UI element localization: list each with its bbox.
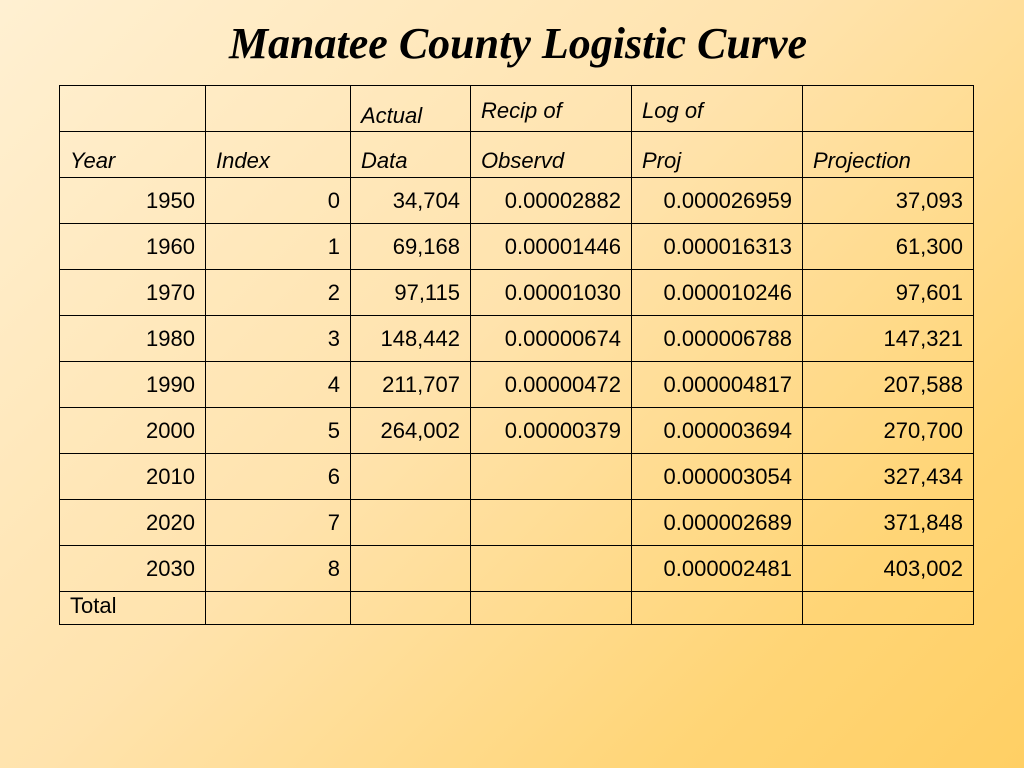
year-cell: 1960 — [60, 224, 206, 270]
logistic-curve-table — [59, 85, 974, 625]
header-cell-recip-of: Recip of — [471, 86, 632, 132]
header-cell-actual: Actual — [351, 86, 471, 132]
table-row — [60, 500, 974, 546]
header-row-1 — [60, 86, 974, 132]
projection-cell: 61,300 — [803, 224, 974, 270]
log-proj-cell: 0.000002481 — [632, 546, 803, 592]
total-label: Total — [60, 592, 206, 625]
index-cell: 7 — [206, 500, 351, 546]
projection-cell: 37,093 — [803, 178, 974, 224]
total-projection-cell — [803, 592, 974, 625]
log-proj-cell: 0.000003054 — [632, 454, 803, 500]
actual-data-cell: 148,442 — [351, 316, 471, 362]
table-row — [60, 178, 974, 224]
log-proj-cell: 0.000016313 — [632, 224, 803, 270]
log-proj-cell: 0.000006788 — [632, 316, 803, 362]
log-proj-cell: 0.000026959 — [632, 178, 803, 224]
year-cell: 1950 — [60, 178, 206, 224]
header-cell-proj: Proj — [632, 132, 803, 178]
index-cell: 5 — [206, 408, 351, 454]
index-cell: 6 — [206, 454, 351, 500]
table-row — [60, 270, 974, 316]
recip-observd-cell: 0.00000379 — [471, 408, 632, 454]
year-cell: 2000 — [60, 408, 206, 454]
header-cell-observd: Observd — [471, 132, 632, 178]
table-row — [60, 408, 974, 454]
actual-data-cell — [351, 454, 471, 500]
header-cell-year: Year — [60, 132, 206, 178]
year-cell: 2010 — [60, 454, 206, 500]
header-cell-index: Index — [206, 132, 351, 178]
index-cell: 4 — [206, 362, 351, 408]
log-proj-cell: 0.000003694 — [632, 408, 803, 454]
projection-cell: 207,588 — [803, 362, 974, 408]
actual-data-cell — [351, 500, 471, 546]
recip-observd-cell — [471, 500, 632, 546]
log-proj-cell: 0.000010246 — [632, 270, 803, 316]
recip-observd-cell: 0.00000674 — [471, 316, 632, 362]
total-actual-cell — [351, 592, 471, 625]
year-cell: 1990 — [60, 362, 206, 408]
header-cell-data: Data — [351, 132, 471, 178]
total-index-cell — [206, 592, 351, 625]
log-proj-cell: 0.000002689 — [632, 500, 803, 546]
projection-cell: 403,002 — [803, 546, 974, 592]
header-cell-index-top — [206, 86, 351, 132]
actual-data-cell — [351, 546, 471, 592]
log-proj-cell: 0.000004817 — [632, 362, 803, 408]
header-cell-projection: Projection — [803, 132, 974, 178]
projection-cell: 97,601 — [803, 270, 974, 316]
recip-observd-cell: 0.00001030 — [471, 270, 632, 316]
projection-cell: 327,434 — [803, 454, 974, 500]
index-cell: 0 — [206, 178, 351, 224]
header-cell-year-top — [60, 86, 206, 132]
header-row-2 — [60, 132, 974, 178]
recip-observd-cell: 0.00002882 — [471, 178, 632, 224]
projection-cell: 270,700 — [803, 408, 974, 454]
year-cell: 1970 — [60, 270, 206, 316]
table-row — [60, 546, 974, 592]
index-cell: 8 — [206, 546, 351, 592]
recip-observd-cell — [471, 454, 632, 500]
header-cell-log-of: Log of — [632, 86, 803, 132]
recip-observd-cell: 0.00001446 — [471, 224, 632, 270]
actual-data-cell: 34,704 — [351, 178, 471, 224]
actual-data-cell: 97,115 — [351, 270, 471, 316]
total-log-cell — [632, 592, 803, 625]
table-row — [60, 316, 974, 362]
actual-data-cell: 69,168 — [351, 224, 471, 270]
recip-observd-cell: 0.00000472 — [471, 362, 632, 408]
header-cell-projection-top — [803, 86, 974, 132]
index-cell: 2 — [206, 270, 351, 316]
projection-cell: 147,321 — [803, 316, 974, 362]
slide-title: Manatee County Logistic Curve — [228, 19, 808, 68]
recip-observd-cell — [471, 546, 632, 592]
actual-data-cell: 264,002 — [351, 408, 471, 454]
total-recip-cell — [471, 592, 632, 625]
year-cell: 2030 — [60, 546, 206, 592]
total-row — [60, 592, 974, 625]
actual-data-cell: 211,707 — [351, 362, 471, 408]
table-row — [60, 454, 974, 500]
year-cell: 2020 — [60, 500, 206, 546]
projection-cell: 371,848 — [803, 500, 974, 546]
index-cell: 1 — [206, 224, 351, 270]
index-cell: 3 — [206, 316, 351, 362]
year-cell: 1980 — [60, 316, 206, 362]
table-row — [60, 362, 974, 408]
table-row — [60, 224, 974, 270]
